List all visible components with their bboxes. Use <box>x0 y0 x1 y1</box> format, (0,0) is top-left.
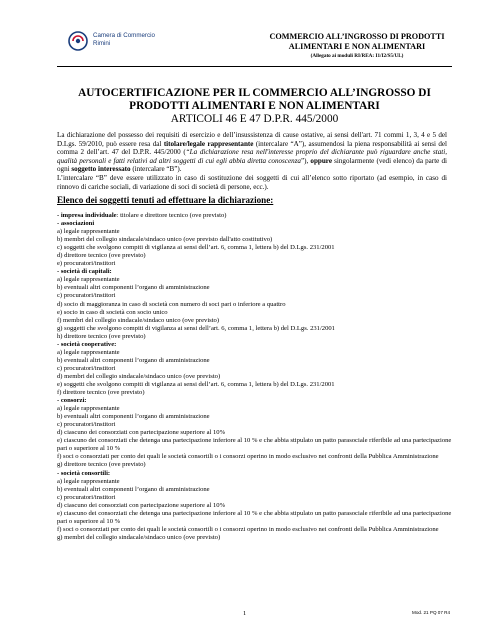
intro-bold-soggetto: soggetto interessato <box>71 165 131 174</box>
intro-paragraph-2: L’intercalare “B” deve essere utilizzato in caso di sostituzione dei soggetti di cui all’elenco sotto riportato (ad esempio, in caso di rinnovo di cariche sociali, di variazione di soci di società di persone, ecc.). <box>57 173 447 191</box>
list-item: e) ciascuno dei consorziati che detenga una partecipazione inferiore al 10 % e che abbia stipulato un patto parasociale riferibile ad una partecipazione pari o superiore al 10 % <box>57 509 452 525</box>
list-item: d) socio di maggioranza in caso di società con numero di soci pari o inferiore a quattro <box>57 300 286 308</box>
intro-text-segment: ”), <box>300 156 311 165</box>
list-item-text: : titolare e direttore tecnico (ove previsto) <box>116 212 227 219</box>
document-title: AUTOCERTIFICAZIONE PER IL COMMERCIO ALL’INGROSSO DI PRODOTTI ALIMENTARI E NON ALIMENTARI <box>78 87 431 112</box>
list-category: - società di capitali: <box>57 268 112 276</box>
list-item: g) membri del collegio sindacale/sindaco unico (ove previsto) <box>57 533 221 541</box>
list-item: e) procuratori/institori <box>57 260 116 268</box>
list-item: e) soggetti che svolgono compiti di vigilanza ai sensi dell’art. 6, comma 1, lettera b) del D.Lgs. 231/2001 <box>57 380 335 388</box>
list-category: - impresa individuale <box>57 212 117 219</box>
list-item: g) soggetti che svolgono compiti di vigilanza ai sensi dell’art. 6, comma 1, lettera b) del D.Lgs. 231/2001 <box>57 324 335 332</box>
list-item: c) soggetti che svolgono compiti di vigilanza ai sensi dell’art. 6, comma 1, lettera b) del D.Lgs. 231/2001 <box>57 244 335 252</box>
list-category: - società cooperative: <box>57 340 117 348</box>
list-item: a) legale rappresentante <box>57 348 120 356</box>
module-code: Mod. 21 PQ 07 R4 <box>412 610 451 615</box>
header-title: COMMERCIO ALL’INGROSSO DI PRODOTTI ALIMENTARI E NON ALIMENTARI <box>269 32 445 51</box>
list-item: d) membri del collegio sindacale/sindaco unico (ove previsto) <box>57 372 221 380</box>
intro-paragraph-1 <box>57 131 447 174</box>
list-item: c) procuratori/institori <box>57 421 116 429</box>
intro-italic-quote: “La dichiarazione resa nell'interesse proprio del dichiarante può riguardare anche stati, qualità personali e fatti relativi ad altri soggetti di cui egli abbia diretta conoscenza <box>57 148 447 165</box>
list-item: e) ciascuno dei consorziati che detenga una partecipazione inferiore al 10 % e che abbia stipulato un patto parasociale riferibile ad una partecipazione pari o superiore al 10 % <box>57 437 452 453</box>
list-item <box>57 212 452 220</box>
logo-text <box>93 32 155 48</box>
intro-text-segment: (intercalare “A”), assumendosi la piena responsabilità ai sensi del comma 2 dell’art. 47 del D.P.R. 445/2000 ( <box>57 139 447 157</box>
list-item: a) legale rappresentante <box>57 228 120 236</box>
list-item: a) legale rappresentante <box>57 405 120 413</box>
document-subtitle: ARTICOLI 46 E 47 D.P.R. 445/2000 <box>170 113 339 125</box>
list-item: b) eventuali altri componenti l’organo di amministrazione <box>57 284 210 292</box>
intro-text-segment: La dichiarazione del possesso dei requisiti di esercizio e dell’insussistenza di cause ostative, ai sensi dell'art. 71 commi 1, 3, 4 e 5 del D.Lgs. 59/2010, può essere resa dal <box>57 131 447 148</box>
header-subtitle: (Allegato ai moduli RI/REA: I1/I2/S5/UL) <box>310 53 404 59</box>
list-category: - società consortili: <box>57 469 111 477</box>
list-item: d) direttore tecnico (ove previsto) <box>57 252 146 260</box>
document-header <box>57 20 452 64</box>
list-item: c) procuratori/institori <box>57 493 116 501</box>
list-category: - consorzi: <box>57 397 87 405</box>
intro-text-segment: (intercalare “B”). <box>130 165 182 174</box>
list-item: g) direttore tecnico (ove previsto) <box>57 461 146 469</box>
list-item: b) eventuali altri componenti l’organo di amministrazione <box>57 356 210 364</box>
logo-line-2: Rimini <box>93 40 111 47</box>
list-item: b) eventuali altri componenti l’organo di amministrazione <box>57 485 210 493</box>
list-item: b) membri del collegio sindacale/sindaco unico (ove previsto dall'atto costitutivo) <box>57 236 273 244</box>
list-item: f) soci o consorziati per conto dei quali le società consortili o i consorzi operino in modo esclusivo nei confronti della Pubblica Amministrazione <box>57 453 439 461</box>
intro-text-segment: singolarmente (vedi elenco) da parte di ogni <box>57 156 447 174</box>
list-item: h) direttore tecnico (ove previsto) <box>57 332 146 340</box>
chamber-logo-icon <box>67 30 89 52</box>
section-title: Elenco dei soggetti tenuti ad effettuare la dichiarazione: <box>57 195 274 205</box>
list-item: a) legale rappresentante <box>57 276 120 284</box>
subjects-list <box>57 212 452 542</box>
list-item: f) direttore tecnico (ove previsto) <box>57 389 145 397</box>
page-number: 1 <box>243 610 247 617</box>
list-item: c) procuratori/institori <box>57 292 116 300</box>
logo-line-1: Camera di Commercio <box>93 32 155 39</box>
intro-bold-oppure: oppure <box>310 156 332 165</box>
chamber-of-commerce-logo <box>67 26 177 58</box>
list-item: d) ciascuno dei consorziati con partecipazione superiore al 10% <box>57 429 226 437</box>
list-item: f) soci o consorziati per conto dei quali le società consortili o i consorzi operino in modo esclusivo nei confronti della Pubblica Amministrazione <box>57 525 439 533</box>
list-item: d) ciascuno dei consorziati con partecipazione superiore al 10% <box>57 501 226 509</box>
list-item: a) legale rappresentante <box>57 477 120 485</box>
list-item: b) eventuali altri componenti l’organo di amministrazione <box>57 413 210 421</box>
list-category: - associazioni <box>57 220 95 228</box>
list-item: f) membri del collegio sindacale/sindaco unico (ove previsto) <box>57 316 220 324</box>
intro-bold-titolare: titolare/legale rappresentante <box>163 139 254 148</box>
list-item: e) socio in caso di società con socio unico <box>57 308 168 316</box>
header-divider <box>57 66 452 67</box>
list-item: c) procuratori/institori <box>57 364 116 372</box>
intro-text <box>57 131 447 191</box>
